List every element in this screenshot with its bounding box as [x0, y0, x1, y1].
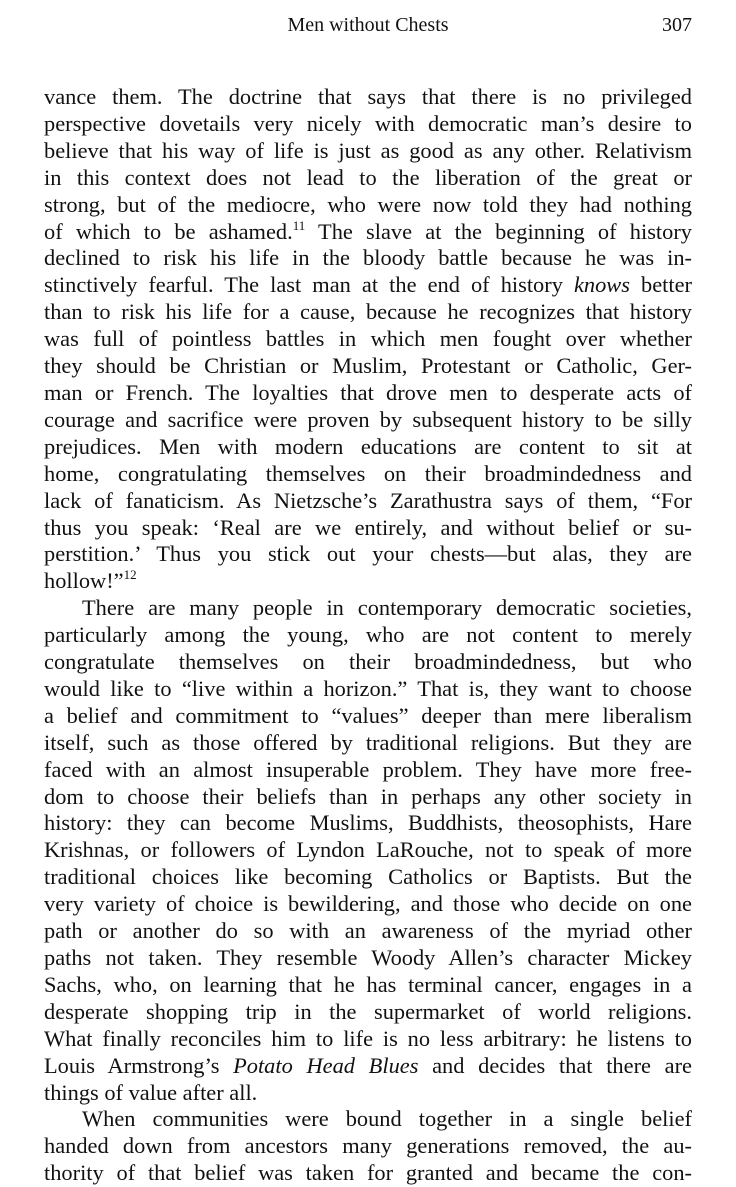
body-text [44, 84, 692, 1187]
paragraph [44, 84, 692, 595]
text-line: hollow!”$^{12}$ [44, 567, 137, 594]
text-line: handed down from ancestors many generations removed, the au- [44, 1133, 692, 1159]
text-line: home, congratulating themselves on their broadmindedness and [44, 460, 692, 486]
text-line: courage and sacrifice were proven by subsequent history to be silly [44, 406, 692, 432]
text-line: When communities were bound together in a single belief [82, 1106, 692, 1132]
book-page [44, 14, 692, 1187]
text-line: congratulate themselves on their broadmindedness, but who [44, 649, 692, 675]
text-line: perspective dovetails very nicely with democratic man’s desire to [44, 110, 692, 136]
italic-title: Potato Head Blues [233, 1052, 419, 1078]
paragraph [44, 595, 692, 1106]
text-line: was full of pointless battles in which men fought over whether [44, 326, 692, 352]
text-line: Sachs, who, on learning that he has terminal cancer, engages in a [44, 971, 692, 997]
paragraph [44, 1106, 692, 1187]
text-line: they should be Christian or Muslim, Protestant or Catholic, Ger- [44, 353, 692, 379]
text-line: What finally reconciles him to life is no less arbitrary: he listens to [44, 1025, 692, 1051]
text-line: history: they can become Muslims, Buddhists, theosophists, Hare [44, 810, 692, 836]
text-line: There are many people in contemporary democratic societies, [82, 595, 692, 621]
text-line: strong, but of the mediocre, who were now told they had nothing [44, 191, 692, 217]
running-head [44, 14, 692, 42]
text-line: man or French. The loyalties that drove men to desperate acts of [44, 379, 692, 405]
text-line: perstition.’ Thus you stick out your chests—but alas, they are [44, 541, 692, 567]
text-line: declined to risk his life in the bloody battle because he was in- [44, 245, 692, 271]
text-line: lack of fanaticism. As Nietzsche’s Zarathustra says of them, “For [44, 487, 692, 513]
text-line: faced with an almost insuperable problem. They have more free- [44, 756, 692, 782]
text-line: Louis Armstrong’s Potato Head Blues and decides that there are [44, 1052, 692, 1078]
text-line: of which to be ashamed.$^{11}$ The slave at the beginning of history [44, 217, 692, 244]
text-line: path or another do so with an awareness of the myriad other [44, 918, 692, 944]
text-line: traditional choices like becoming Catholics or Baptists. But the [44, 864, 692, 890]
italic-title: knows [573, 272, 630, 298]
text-line: Krishnas, or followers of Lyndon LaRouche, not to speak of more [44, 837, 692, 863]
text-line: desperate shopping trip in the supermarket of world religions. [44, 998, 692, 1024]
running-title: Men without Chests [287, 14, 449, 36]
text-line: prejudices. Men with modern educations are content to sit at [44, 433, 692, 459]
footnote-marker: 12 [123, 567, 137, 583]
text-line: would like to “live within a horizon.” That is, they want to choose [44, 675, 692, 701]
text-line: a belief and commitment to “values” deeper than mere liberalism [44, 702, 692, 728]
text-line: in this context does not lead to the liberation of the great or [44, 164, 692, 190]
text-line: than to risk his life for a cause, because he recognizes that history [44, 299, 692, 325]
text-line: vance them. The doctrine that says that there is no privileged [44, 84, 692, 109]
text-line: paths not taken. They resemble Woody Allen’s character Mickey [44, 945, 692, 970]
text-line: thus you speak: ‘Real are we entirely, and without belief or su- [44, 514, 692, 540]
text-line: things of value after all. [44, 1079, 258, 1105]
text-line: believe that his way of life is just as good as any other. Relativism [44, 137, 692, 163]
text-line: itself, such as those offered by traditional religions. But they are [44, 729, 692, 755]
text-line: dom to choose their beliefs than in perhaps any other society in [44, 783, 692, 809]
text-line: thority of that belief was taken for granted and became the con- [44, 1160, 692, 1186]
footnote-marker: 11 [292, 217, 306, 233]
text-line: stinctively fearful. The last man at the end of history knows better [44, 272, 692, 298]
page-number: 307 [662, 14, 692, 36]
text-line: very variety of choice is bewildering, and those who decide on one [44, 891, 692, 917]
text-line: particularly among the young, who are not content to merely [44, 622, 692, 648]
